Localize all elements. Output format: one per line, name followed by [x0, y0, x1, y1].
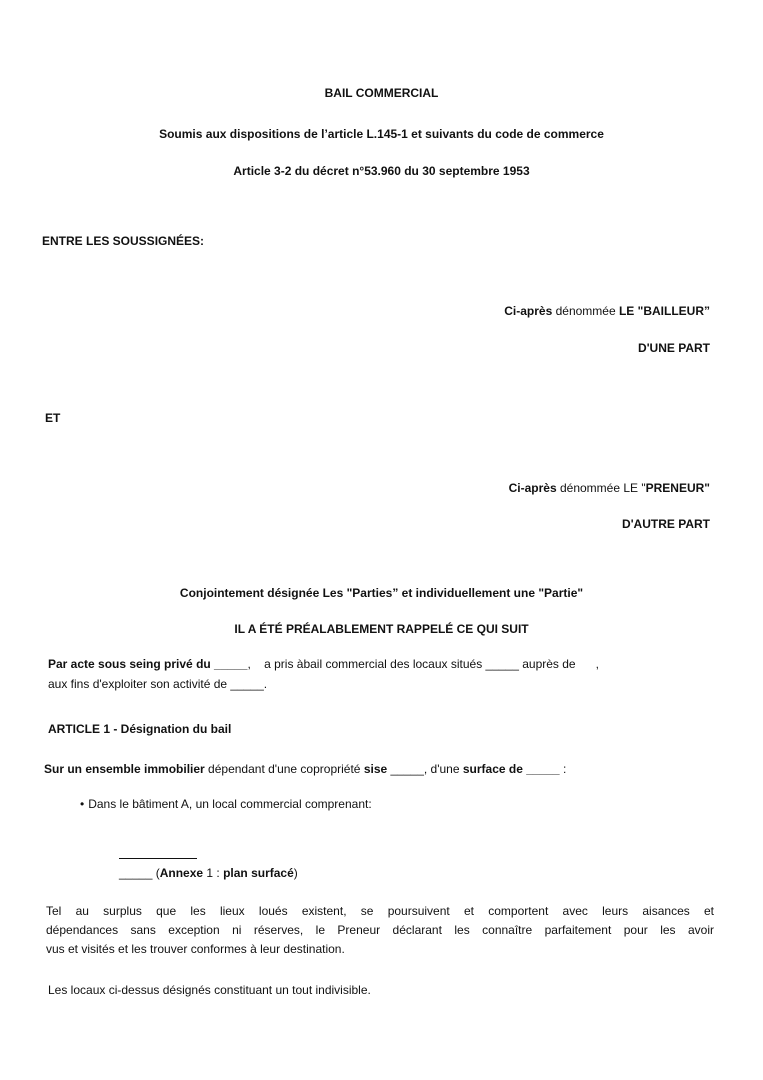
bullet-item: • Dans le bâtiment A, un local commercial comprenant:	[80, 797, 372, 811]
rappel-heading: IL A ÉTÉ PRÉALABLEMENT RAPPELÉ CE QUI SUIT	[234, 622, 529, 636]
para-surplus: Tel au surplus que les lieux loués existent, se poursuivent et comportent avec leurs aisances et dépendances sans exception ni réserves, le Preneur déclarant les connaître parfaitement pour les avoir vus et visités et les trouver conformes à leur destination.	[46, 904, 714, 956]
preneur-line: Ci-après dénommée LE "PRENEUR"	[508, 481, 710, 495]
para-indivisible: Les locaux ci-dessus désignés constituant un tout indivisible.	[48, 983, 371, 997]
subtitle-decree: Article 3-2 du décret n°53.960 du 30 septembre 1953	[233, 164, 530, 178]
heading-et: ET	[45, 411, 61, 425]
heading-entre: ENTRE LES SOUSSIGNÉES:	[42, 234, 205, 248]
annexe-line: _____ (Annexe 1 : plan surfacé)	[119, 866, 298, 880]
surface-line: Sur un ensemble immobilier dépendant d'une copropriété sise _____, d'une surface de _____ :	[44, 762, 567, 776]
autre-part: D'AUTRE PART	[622, 517, 710, 531]
parties-heading: Conjointement désignée Les "Parties” et individuellement une "Partie"	[179, 586, 584, 600]
subtitle-article: Soumis aux dispositions de l’article L.145-1 et suivants du code de commerce	[159, 127, 604, 141]
article-1-heading: ARTICLE 1 - Désignation du bail	[48, 722, 232, 736]
para-acte-line2: aux fins d'exploiter son activité de _____.	[48, 677, 268, 691]
bailleur-line: Ci-après dénommée LE "BAILLEUR”	[504, 304, 710, 318]
para-acte-line1: Par acte sous seing privé du _____, a pris àbail commercial des locaux situés _____ auprès de ,	[48, 657, 599, 671]
blank-line	[119, 846, 197, 864]
document-title: BAIL COMMERCIAL	[324, 86, 439, 100]
une-part: D'UNE PART	[638, 341, 710, 355]
bullet-icon: •	[80, 797, 85, 811]
